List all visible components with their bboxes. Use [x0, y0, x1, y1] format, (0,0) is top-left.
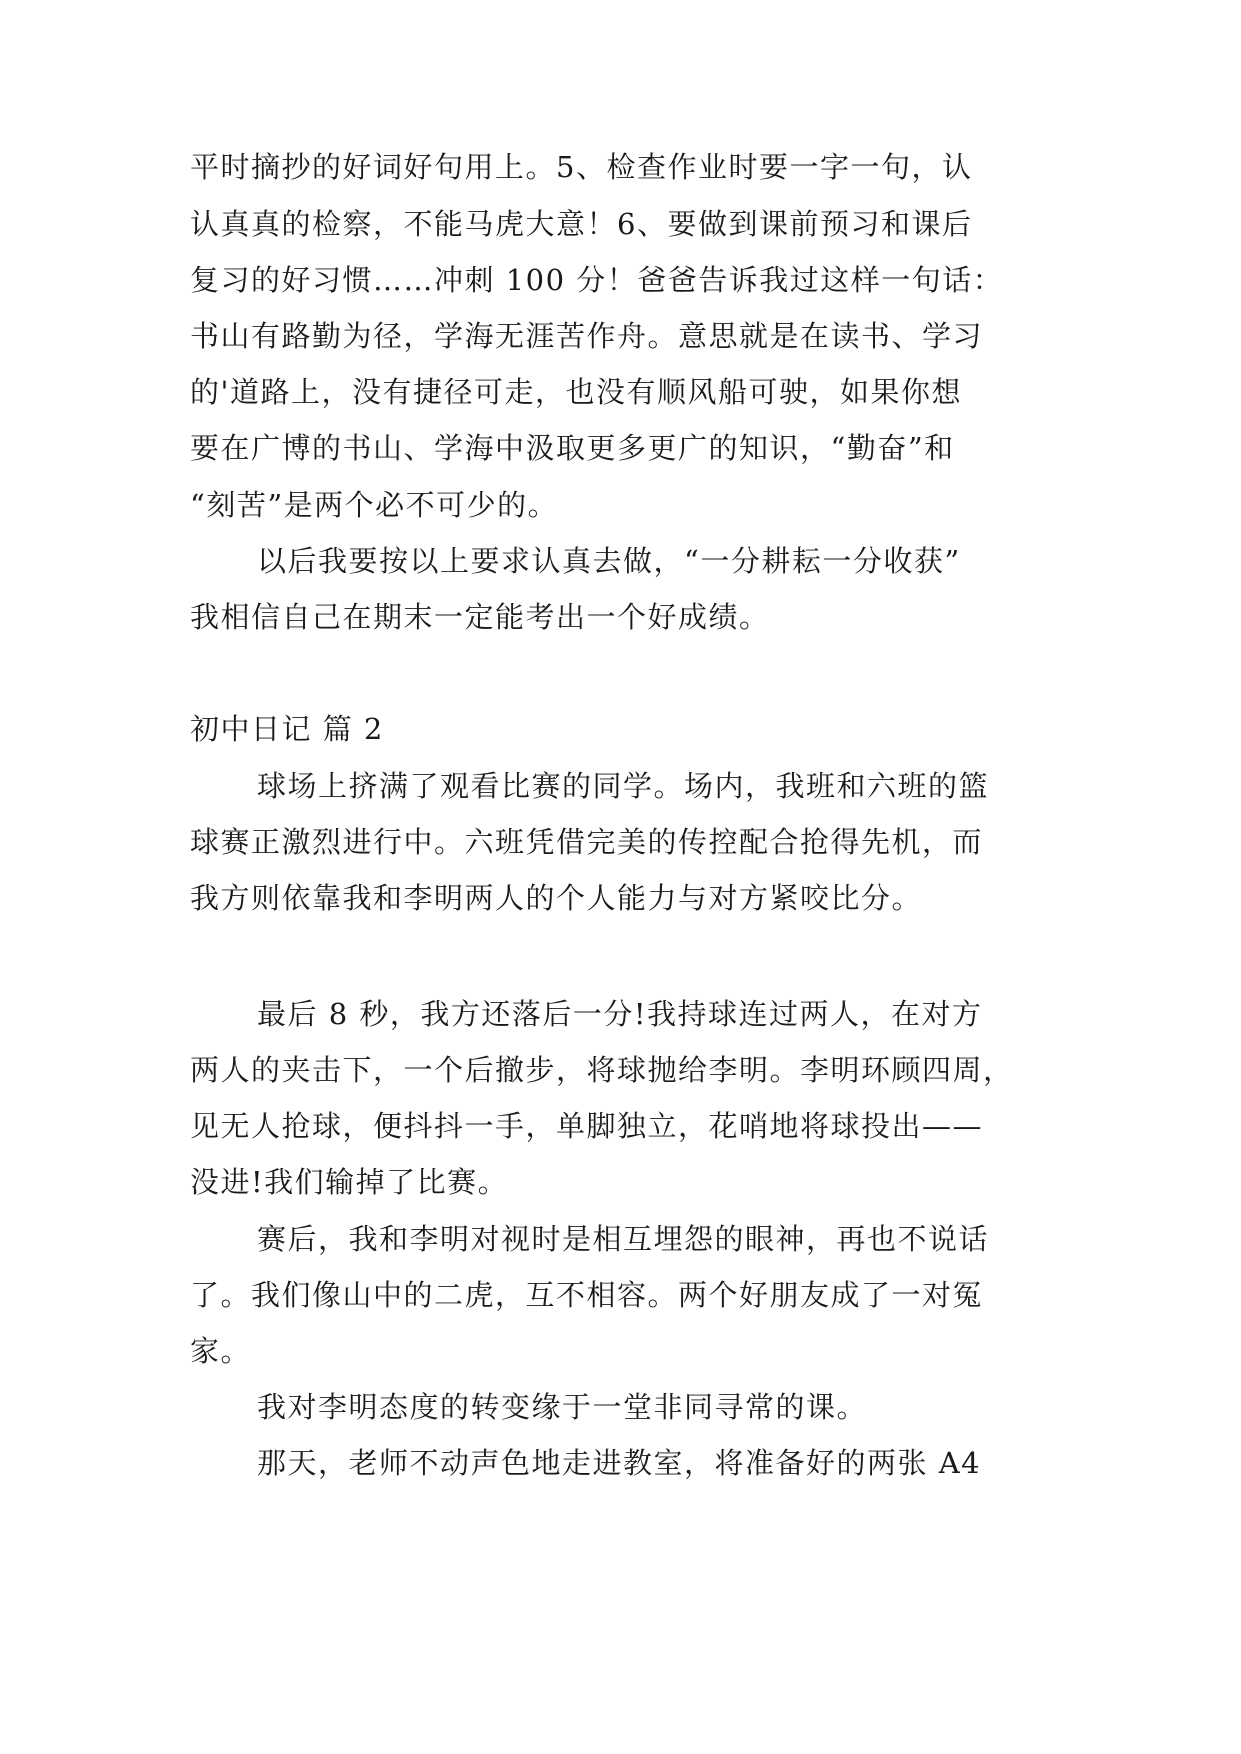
- text-line: 书山有路勤为径，学海无涯苦作舟。意思就是在读书、学习: [190, 319, 984, 353]
- text-line: 了。我们像山中的二虎，互不相容。两个好朋友成了一对冤: [190, 1278, 984, 1312]
- text-line: 认真真的检察，不能马虎大意！6、要做到课前预习和课后: [190, 207, 973, 241]
- text-line: 的'道路上，没有捷径可走，也没有顺风船可驶，如果你想: [190, 375, 962, 409]
- text-line: 球赛正激烈进行中。六班凭借完美的传控配合抢得先机，而: [190, 825, 984, 859]
- text-line: “刻苦”是两个必不可少的。: [190, 488, 559, 522]
- text-line: 家。: [190, 1334, 252, 1368]
- text-line: 没进!我们输掉了比赛。: [190, 1165, 509, 1199]
- text-line: 复习的好习惯……冲刺 100 分！爸爸告诉我过这样一句话：: [190, 263, 1004, 297]
- text-line: 以后我要按以上要求认真去做，“一分耕耘一分收获”: [257, 544, 961, 578]
- text-line: 我方则依靠我和李明两人的个人能力与对方紧咬比分。: [190, 881, 923, 915]
- text-line: 见无人抢球，便抖抖一手，单脚独立，花哨地将球投出——: [190, 1109, 984, 1143]
- text-line: 那天，老师不动声色地走进教室，将准备好的两张 A4: [257, 1446, 982, 1480]
- text-line: 要在广博的书山、学海中汲取更多更广的知识，“勤奋”和: [190, 431, 955, 465]
- text-line: 球场上挤满了观看比赛的同学。场内，我班和六班的篮: [257, 769, 990, 803]
- text-line: 我相信自己在期末一定能考出一个好成绩。: [190, 600, 770, 634]
- text-line: 赛后，我和李明对视时是相互埋怨的眼神，再也不说话: [257, 1222, 990, 1256]
- text-line: 我对李明态度的转变缘于一堂非同寻常的课。: [257, 1390, 868, 1424]
- section-heading: 初中日记 篇 2: [190, 712, 384, 746]
- text-line: 平时摘抄的好词好句用上。5、检查作业时要一字一句，认: [190, 150, 973, 184]
- text-line: 最后 8 秒，我方还落后一分!我持球连过两人，在对方: [257, 997, 983, 1031]
- text-line: 两人的夹击下，一个后撤步，将球抛给李明。李明环顾四周，: [190, 1053, 1014, 1087]
